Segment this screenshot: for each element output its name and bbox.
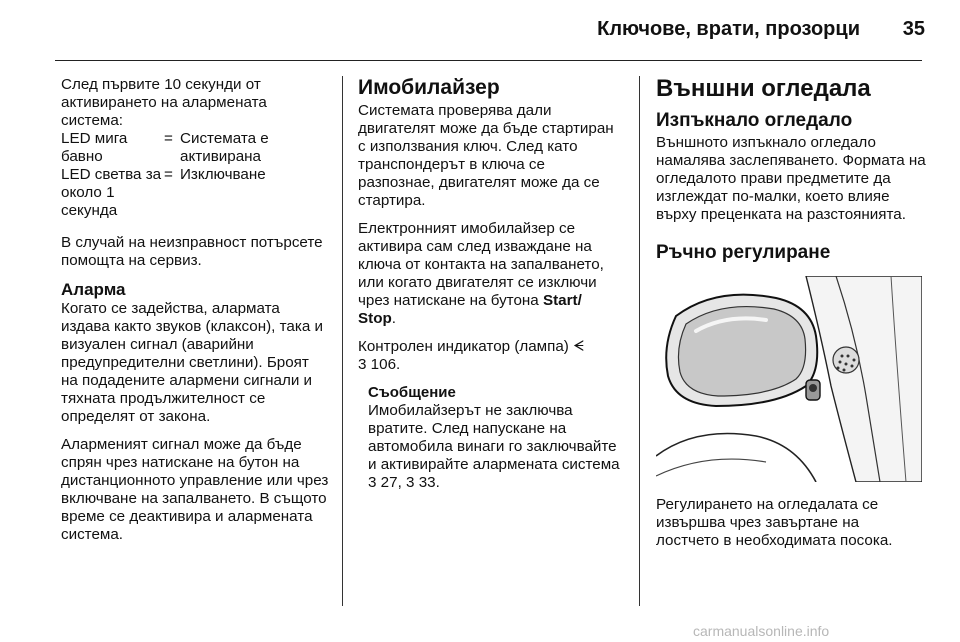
convex-mirror-heading: Изпъкнало огледало [656,110,853,131]
p2-text-a: Електронният имобилайзер се активира сам след изваждане на ключа от контакта на запалването, или когато двигателят се изключи чрез натискане на бутона [358,220,604,309]
immobilizer-paragraph-1: Системата проверява дали двигателят може да бъде стартиран с използвания ключ. След като транспондерът в ключа се разпознае, двигателят може да се стартира. [358,102,614,209]
led-status-table [61,130,329,220]
note-box [368,384,622,492]
door-panel [806,276,922,482]
steering-wheel-line [656,459,766,476]
immobilizer-paragraph-2 [358,220,622,328]
mirror-illustration [656,276,922,482]
watermark: carmanualsonline.info [693,623,830,639]
start-stop-label: Start/ Stop [358,292,582,327]
indicator-paragraph [358,338,622,374]
immobilizer-heading: Имобилайзер [358,76,500,99]
note-text-a: Имобилайзерът не заключва вратите. След напускане на автомобила винаги го заключвайте и активирайте алармената система [368,402,620,473]
indicator-page-ref: 106. [366,356,401,373]
convex-mirror-text: Външното изпъкнало огледало намалява заслепяването. Формата на огледалото прави предметите да изглеждат по-малки, което влияе върху преценката на разстоянията. [656,134,926,223]
led-row-1-left: LED мига бавно [61,130,128,165]
mirrors-heading: Външни огледала [656,75,871,102]
page-header-title: Ключове, врати, прозорци [597,18,860,40]
adjust-caption: Регулирането на огледалата се извършва чрез завъртане на лостчето в необходимата посока. [656,496,893,549]
note-text [368,402,622,492]
lever-knob [809,384,817,392]
led-row-1-right: Системата е активирана [180,130,269,165]
page-ref-icon: 3 [406,474,415,491]
mirror-drawing [656,276,922,482]
note-heading: Съобщение [368,384,456,401]
manual-adjust-heading: Ръчно регулиране [656,242,831,263]
column-divider-2 [639,76,640,606]
page-ref-icon: 3 [358,356,367,373]
page-ref-icon: 3 [368,474,377,491]
column-3 [656,76,926,550]
immobilizer-lamp-icon: ᗕ [573,338,585,355]
note-ref-1: 27, [376,474,407,491]
page-number: 35 [902,18,925,40]
note-ref-2: 33. [414,474,440,491]
alarm-heading: Аларма [61,280,126,299]
column-2 [358,76,622,492]
alarm-paragraph-1: Когато се задейства, алармата издава както звуков (клаксон), така и визуален сигнал (аварийни предупредителни светлини). Броят на подадените алармени сигнали и тяхната продължителност се определят от закона. [61,300,323,425]
indicator-text: Контролен индикатор (лампа) [358,338,574,355]
column-1 [61,76,329,544]
led-row-2-eq: = [164,166,173,183]
fault-text: В случай на неизправност потърсете помощта на сервиз. [61,234,323,269]
column-divider-1 [342,76,343,606]
led-row-2-right: Изключване [180,166,266,183]
intro-text: След първите 10 секунди от активирането на алармената система: [61,76,267,129]
header-divider [55,60,922,61]
led-row-1-eq: = [164,130,173,147]
alarm-paragraph-2: Алармeният сигнал може да бъде спрян чрез натискане на бутон на дистанционното управление или чрез включване на запалването. В същото време се деактивира и алармената система. [61,436,329,543]
p2-text-b: . [391,310,396,327]
led-row-2-left: LED светва за около 1 секунда [61,166,162,219]
dashboard-line [656,434,816,483]
